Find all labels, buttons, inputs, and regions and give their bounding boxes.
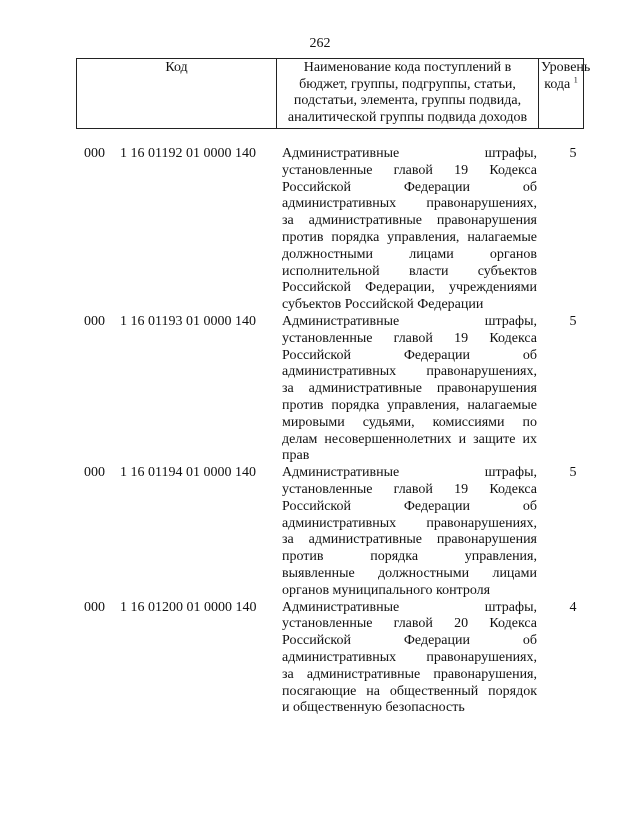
- description-line: Российской Федерации об: [282, 347, 537, 363]
- code-level: 5: [569, 465, 577, 481]
- table-row: [0, 314, 640, 465]
- description-line: Административные штрафы,: [282, 313, 537, 329]
- description-line: Российской Федерации, учреждениями: [282, 280, 537, 296]
- description-line: делам несовершеннолетних и защите их: [282, 431, 537, 447]
- description-line: административных правонарушениях,: [282, 649, 537, 665]
- code-level: 5: [569, 313, 577, 329]
- description-line: Российской Федерации об: [282, 498, 537, 514]
- header-level-line2: кода: [544, 76, 571, 92]
- header-name-line: бюджет, группы, подгруппы, статьи,: [299, 76, 516, 92]
- description-line: против порядка управления, налагаемые: [282, 229, 537, 245]
- revenue-code: 1 16 01194 01 0000 140: [120, 465, 256, 481]
- description-line: установленные главой 19 Кодекса: [282, 330, 537, 346]
- code-level: 5: [569, 146, 577, 161]
- table-row: [0, 465, 640, 599]
- description-line: субъектов Российской Федерации: [282, 297, 484, 313]
- description-line: посягающие на общественный порядок: [282, 683, 537, 699]
- code-description: [282, 314, 537, 465]
- header-name: [277, 59, 539, 129]
- table-body: [0, 146, 640, 717]
- code-level: 4: [569, 599, 577, 615]
- footnote-marker: 1: [573, 74, 578, 84]
- admin-code: 000: [84, 599, 105, 615]
- description-line: против порядка управления, налагаемые: [282, 397, 537, 413]
- description-line: за административные правонарушения: [282, 381, 537, 397]
- header-code: Код: [77, 59, 277, 129]
- header-name-line: Наименование кода поступлений в: [303, 60, 512, 75]
- description-line: установленные главой 19 Кодекса: [282, 162, 537, 178]
- description-line: Административные штрафы,: [282, 146, 537, 161]
- description-line: прав: [282, 448, 310, 464]
- page-number: 262: [309, 36, 331, 51]
- description-line: административных правонарушениях,: [282, 364, 537, 380]
- code-description: [282, 600, 537, 718]
- description-line: мировыми судьями, комиссиями по: [282, 414, 537, 430]
- description-line: против порядка управления,: [282, 549, 537, 565]
- description-line: Административные штрафы,: [282, 599, 537, 615]
- admin-code: 000: [84, 465, 105, 481]
- revenue-code: 1 16 01200 01 0000 140: [120, 599, 257, 615]
- code-description: [282, 465, 537, 599]
- revenue-code: 1 16 01192 01 0000 140: [120, 146, 256, 161]
- table-row: [0, 146, 640, 314]
- description-line: должностными лицами органов: [282, 246, 537, 262]
- description-line: выявленные должностными лицами: [282, 565, 537, 581]
- description-line: Российской Федерации об: [282, 179, 537, 195]
- description-line: Административные штрафы,: [282, 465, 537, 481]
- table-header: [76, 58, 591, 129]
- code-description: [282, 146, 537, 314]
- description-line: Российской Федерации об: [282, 633, 537, 649]
- header-name-line: подстатьи, элемента, группы подвида,: [293, 93, 522, 108]
- header-level: [539, 59, 591, 129]
- description-line: за административные правонарушения: [282, 532, 537, 548]
- admin-code: 000: [84, 146, 105, 161]
- description-line: за административные правонарушения,: [282, 666, 537, 682]
- description-line: органов муниципального контроля: [282, 582, 491, 598]
- description-line: и общественную безопасность: [282, 700, 465, 716]
- header-level-line1: Уровень: [541, 60, 591, 75]
- table-row: [0, 600, 640, 718]
- description-line: установленные главой 19 Кодекса: [282, 481, 537, 497]
- description-line: установленные главой 20 Кодекса: [282, 616, 537, 632]
- description-line: административных правонарушениях,: [282, 515, 537, 531]
- description-line: исполнительной власти субъектов: [282, 263, 537, 279]
- description-line: административных правонарушениях,: [282, 196, 537, 212]
- admin-code: 000: [84, 313, 105, 329]
- header-name-line: аналитической группы подвида доходов: [287, 109, 528, 125]
- revenue-code: 1 16 01193 01 0000 140: [120, 313, 256, 329]
- description-line: за административные правонарушения: [282, 213, 537, 229]
